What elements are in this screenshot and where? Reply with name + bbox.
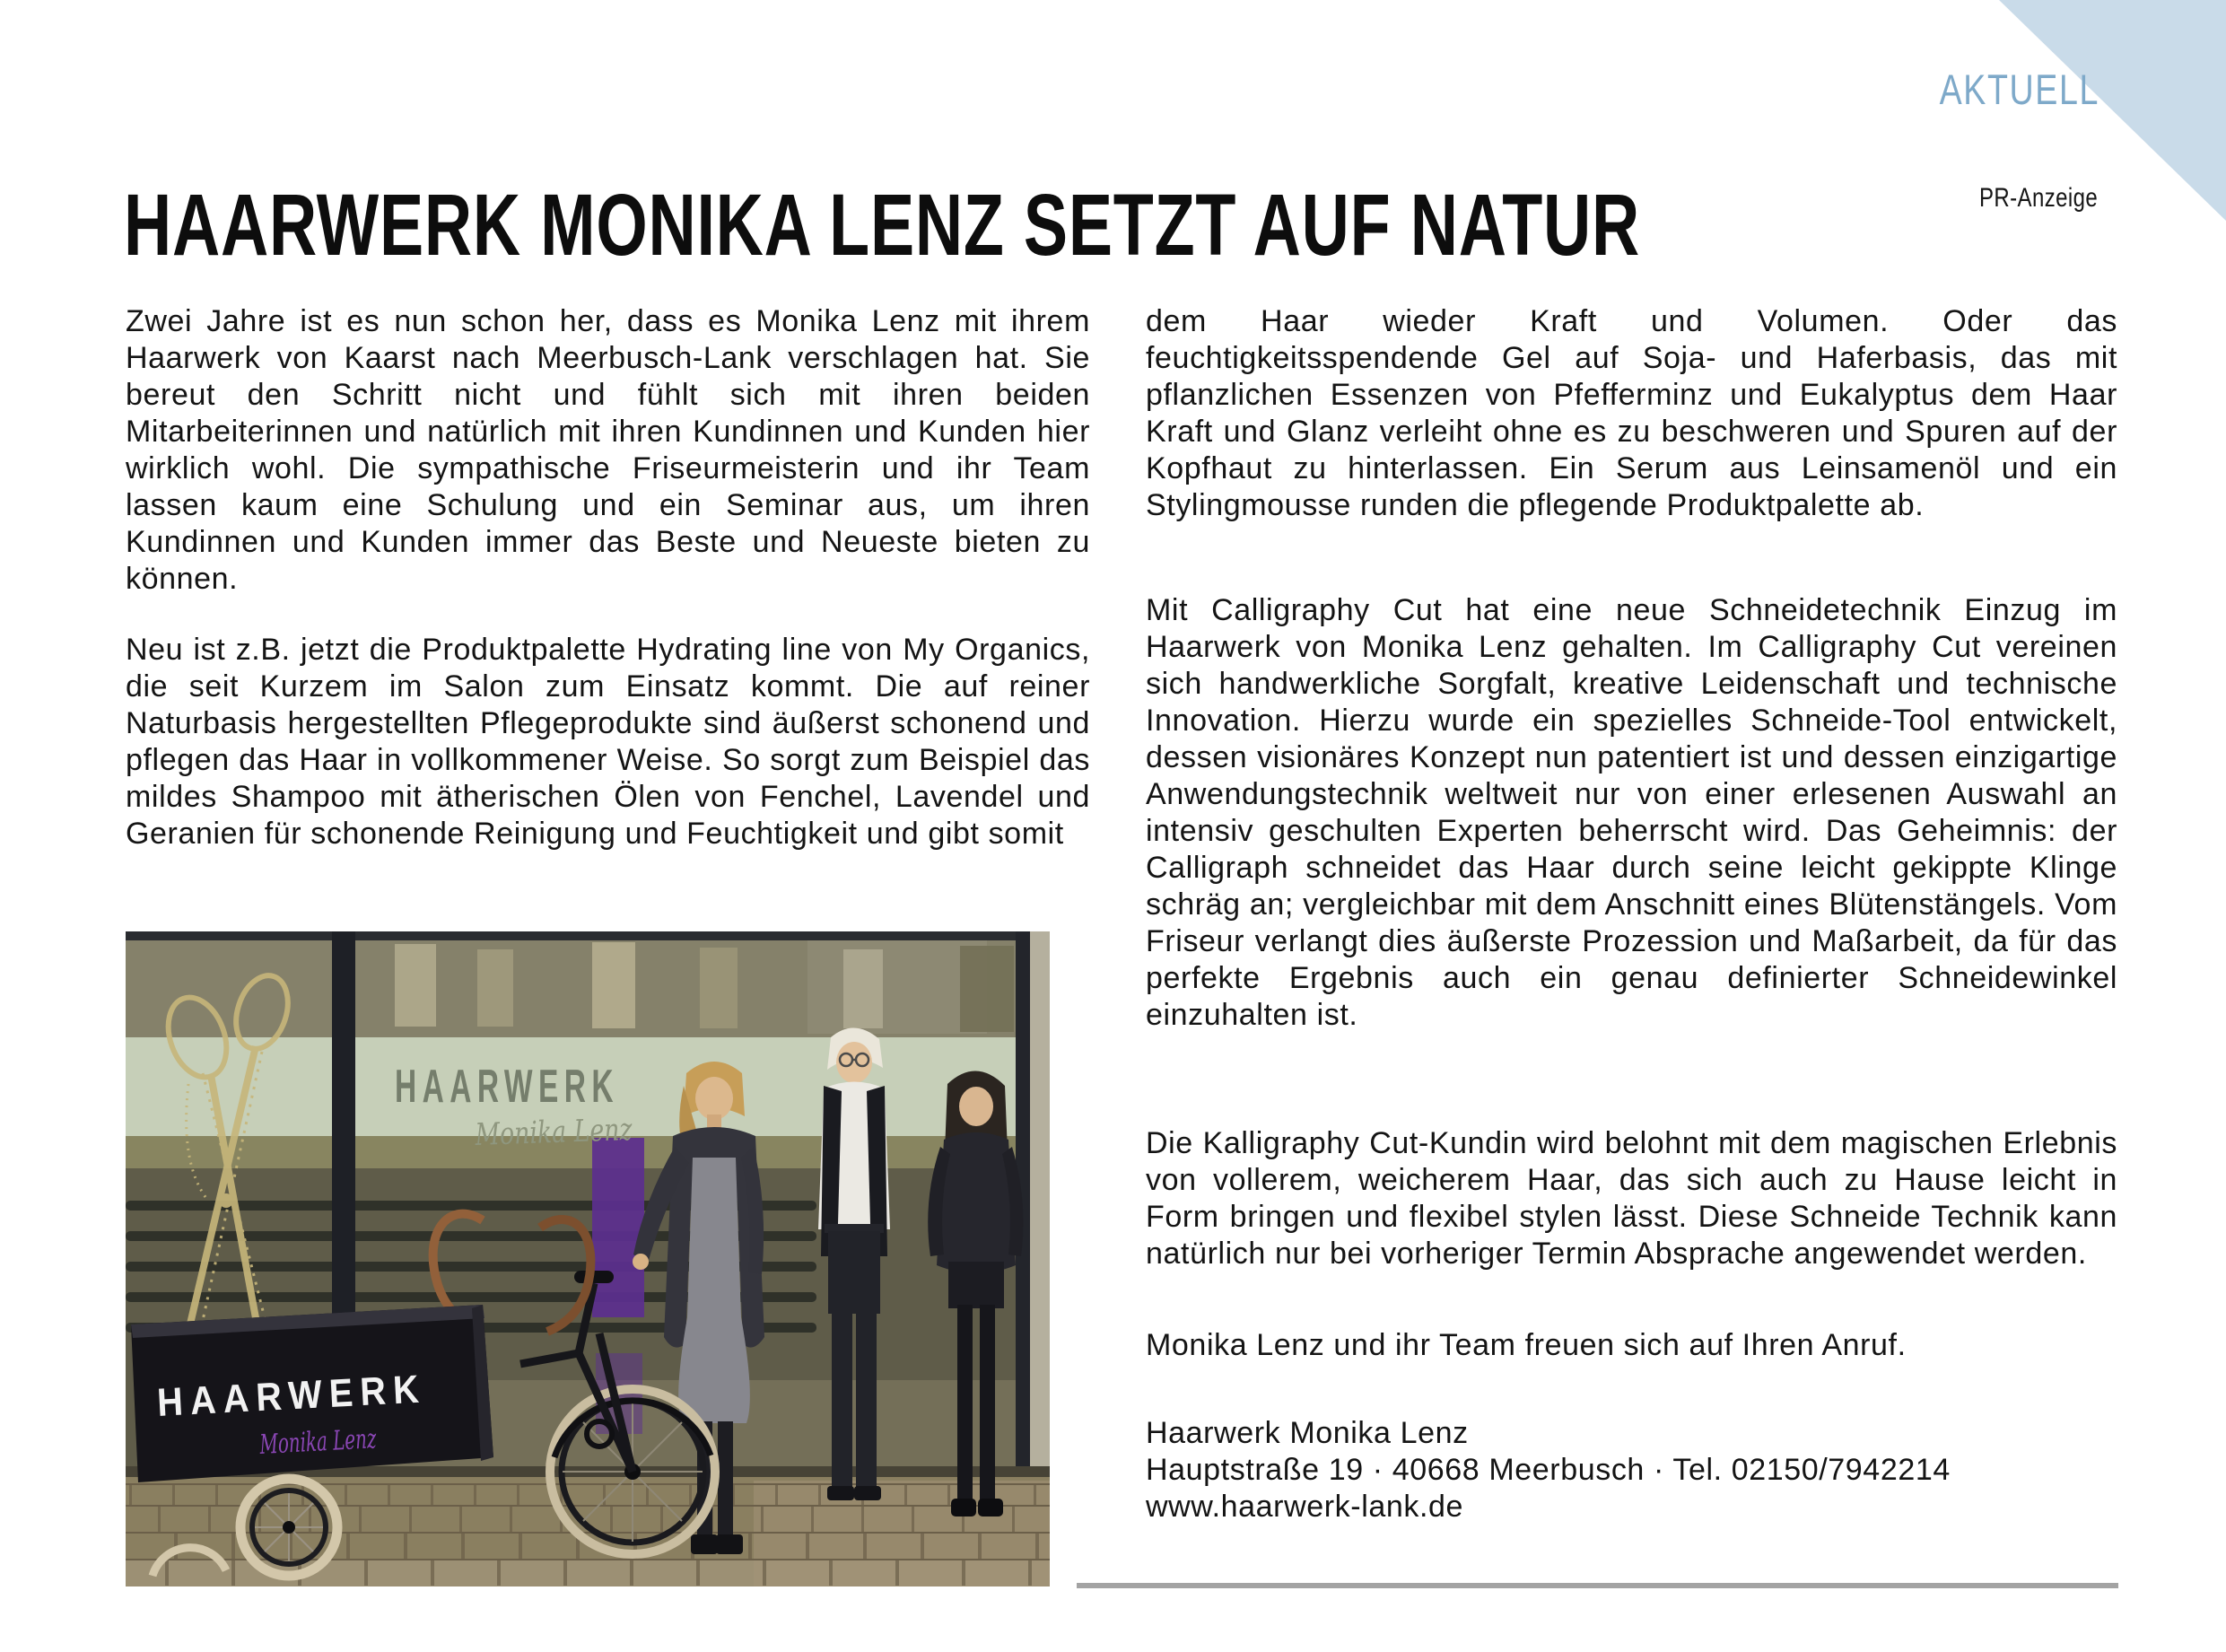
pr-ad-label: PR-Anzeige: [1978, 183, 2098, 213]
section-label: AKTUELL: [1939, 66, 2099, 113]
contact-website: www.haarwerk-lank.de: [1146, 1490, 1464, 1524]
cargo-bike-signature: Monika Lenz: [258, 1420, 437, 1461]
paragraph-left-2: Neu ist z.B. jetzt die Produktpalette Hydrating line von My Organics, die seit Kurzem im Salon zum Einsatz kommt. Die auf reiner Naturbasis hergestellten Pflegeprodukte sind äußerst schonend und pflegen das Haar in vollkommener Weise. So sorgt zum Beispiel das mildes Shampoo mit ätherischen Ölen von Fenchel, Lavendel und Geranien für schonende Reinigung und Feuchtigkeit und gibt somit: [126, 633, 1090, 851]
haarwerk-window-sign: HAARWERK: [395, 1061, 619, 1113]
contact-address: Hauptstraße 19 · 40668 Meerbusch · Tel. 02150/7942214: [1146, 1453, 1951, 1487]
cargo-bike-sign: HAARWERK: [155, 1365, 457, 1425]
paragraph-right-3: Die Kalligraphy Cut-Kundin wird belohnt mit dem magischen Erlebnis von vollerem, weicherem Haar, das sich auch zu Hause leicht in Form bringen und flexibel stylen lässt. Diese Schneide Technik kann natürlich nur bei vorheriger Termin Absprache angewendet werden.: [1146, 1126, 2117, 1271]
closing-line: Monika Lenz und ihr Team freuen sich auf Ihren Anruf.: [1146, 1328, 1907, 1362]
paragraph-right-1: dem Haar wieder Kraft und Volumen. Oder das feuchtigkeitsspendende Gel auf Soja- und Haferbasis, das mit pflanzlichen Essenzen von Pfefferminz und Eukalyptus dem Haar Kraft und Glanz verleiht ohne es zu beschweren und Spuren auf der Kopfhaut zu hinterlassen. Ein Serum aus Leinsamenöl und ein Stylingmousse runden die pflegende Produktpalette ab.: [1146, 304, 2117, 522]
window-signature: Monika Lenz: [474, 1110, 676, 1153]
paragraph-right-2: Mit Calligraphy Cut hat eine neue Schneidetechnik Einzug im Haarwerk von Monika Lenz gehalten. Im Calligraphy Cut vereinen sich handwerkliche Sorgfalt, kreative Leidenschaft und technische Innovation. Hierzu wurde ein spezielles Schneide-Tool entwickelt, dessen visionäres Konzept nun patentiert ist und dessen einzigartige Anwendungstechnik weltweit nur von einer erlesenen Auswahl an intensiv geschulten Experten beherrscht wird. Das Geheimnis: der Calligraph schneidet das Haar durch seine leicht gekippte Klinge schräg an; vergleichbar mit dem Anschnitt eines Blütenstängels. Vom Friseur verlangt dies äußerste Prozession und Maßarbeit, da für das perfekte Ergebnis auch ein genau definierter Schneidewinkel einzuhalten ist.: [1146, 593, 2117, 1032]
contact-block: [1146, 1415, 2117, 1525]
contact-name: Haarwerk Monika Lenz: [1146, 1416, 1469, 1450]
paragraph-left-1: Zwei Jahre ist es nun schon her, dass es Monika Lenz mit ihrem Haarwerk von Kaarst nach Meerbusch-Lank verschlagen hat. Sie bereut den Schritt nicht und fühlt sich mit ihren beiden Mitarbeiterinnen und natürlich mit ihren Kundinnen und Kunden hier wirklich wohl. Die sympathische Friseurmeisterin und ihr Team lassen kaum eine Schulung und ein Seminar aus, um ihren Kundinnen und Kunden immer das Beste und Neueste bieten zu können.: [126, 304, 1090, 596]
storefront-photo: [126, 931, 1050, 1586]
storefront-photo-illustration: [126, 931, 1050, 1586]
article-headline: HAARWERK MONIKA LENZ SETZT AUF NATUR: [124, 176, 1641, 274]
bottom-rule: [1077, 1583, 2118, 1588]
